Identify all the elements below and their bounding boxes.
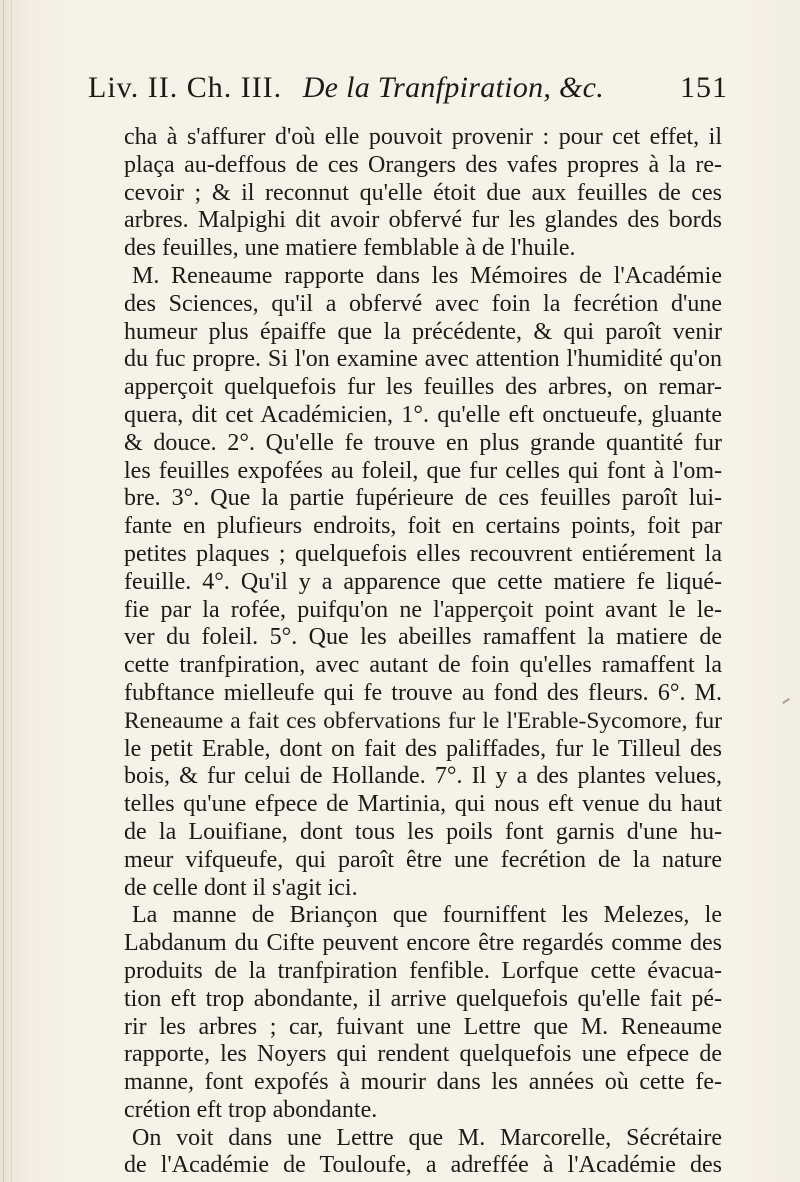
- text-line: meur vifqueufe, qui paroît être une fecrétion de la nature: [124, 846, 722, 873]
- text-line: fubftance mielleufe qui fe trouve au fond des fleurs. 6°. M.: [124, 679, 722, 706]
- text-line: quera, dit cet Académicien, 1°. qu'elle eft onctueufe, gluante: [124, 401, 722, 428]
- text-line: Labdanum du Cifte peuvent encore être regardés comme des: [124, 930, 722, 957]
- header-title: De la Tranfpiration, &c.: [302, 71, 605, 104]
- text-line: cha à s'affurer d'où elle pouvoit provenir : pour cet effet, il: [124, 124, 722, 150]
- text-line: La manne de Briançon que fourniffent les Melezes, le: [132, 902, 722, 929]
- text-line: le petit Erable, dont on fait des paliffades, fur le Tilleul des: [124, 735, 722, 762]
- text-line: du fuc propre. Si l'on examine avec attention l'humidité qu'on: [124, 346, 722, 373]
- text-line: cevoir ; & il reconnut qu'elle étoit due aux feuilles de ces: [124, 179, 722, 206]
- text-line: & douce. 2°. Qu'elle fe trouve en plus grande quantité fur: [124, 429, 722, 456]
- text-line: cette tranfpiration, avec autant de foin qu'elles ramaffent la: [124, 652, 722, 679]
- binding-edge-inner: [11, 0, 12, 1182]
- text-line: fie par la rofée, puifqu'on ne l'apperçoit point avant le le-: [124, 596, 722, 623]
- text-line: M. Reneaume rapporte dans les Mémoires de l'Académie: [132, 262, 722, 289]
- text-line: bre. 3°. Que la partie fupérieure de ces feuilles paroît lui-: [124, 485, 722, 512]
- text-line: apperçoit quelquefois fur les feuilles des arbres, on remar-: [124, 374, 722, 401]
- text-line: humeur plus épaiffe que la précédente, & qui paroît venir: [124, 318, 722, 345]
- text-line: tion eft trop abondante, il arrive quelquefois qu'elle fait pé-: [124, 985, 722, 1012]
- text-line: des Sciences, qu'il a obfervé avec foin la fecrétion d'une: [124, 290, 722, 317]
- text-line: de l'Académie de Touloufe, a adreffée à l'Académie des: [124, 1152, 722, 1179]
- text-line: fante en plufieurs endroits, foit en certains points, foit par: [124, 513, 722, 540]
- text-line: rapporte, les Noyers qui rendent quelquefois une efpece de: [124, 1041, 722, 1068]
- running-header: [88, 71, 728, 111]
- text-line: On voit dans une Lettre que M. Marcorelle, Sécrétaire: [132, 1124, 722, 1151]
- text-line: Reneaume a fait ces obfervations fur le l'Erable-Sycomore, fur: [124, 707, 722, 734]
- text-line: plaça au-deffous de ces Orangers des vafes propres à la re-: [124, 151, 722, 178]
- text-line: de celle dont il s'agit ici.: [124, 874, 358, 901]
- text-line: manne, font expofés à mourir dans les années où cette fe-: [124, 1069, 722, 1096]
- text-line: de la Louifiane, dont tous les poils font garnis d'une hu-: [124, 818, 722, 845]
- text-line: bois, & fur celui de Hollande. 7°. Il y a des plantes velues,: [124, 763, 722, 790]
- margin-mark: [782, 698, 790, 704]
- page-number: 151: [680, 71, 728, 104]
- text-line: feuille. 4°. Qu'il y a apparence que cette matiere fe liqué-: [124, 568, 722, 595]
- binding-edge: [3, 0, 4, 1182]
- text-line: les feuilles expofées au foleil, que fur celles qui font à l'om-: [124, 457, 722, 484]
- text-line: arbres. Malpighi dit avoir obfervé fur les glandes des bords: [124, 207, 722, 234]
- text-line: des feuilles, une matiere femblable à de l'huile.: [124, 235, 576, 262]
- header-section: Liv. II. Ch. III.: [88, 71, 283, 104]
- text-line: crétion eft trop abondante.: [124, 1096, 378, 1123]
- text-line: petites plaques ; quelquefois elles recouvrent entiérement la: [124, 540, 722, 567]
- body-text: [124, 124, 722, 1180]
- text-line: produits de la tranfpiration fenfible. Lorfque cette évacua-: [124, 957, 722, 984]
- text-line: ver du foleil. 5°. Que les abeilles ramaffent la matiere de: [124, 624, 722, 651]
- text-line: rir les arbres ; car, fuivant une Lettre que M. Reneaume: [124, 1013, 722, 1040]
- text-line: telles qu'une efpece de Martinia, qui nous eft venue du haut: [124, 791, 722, 818]
